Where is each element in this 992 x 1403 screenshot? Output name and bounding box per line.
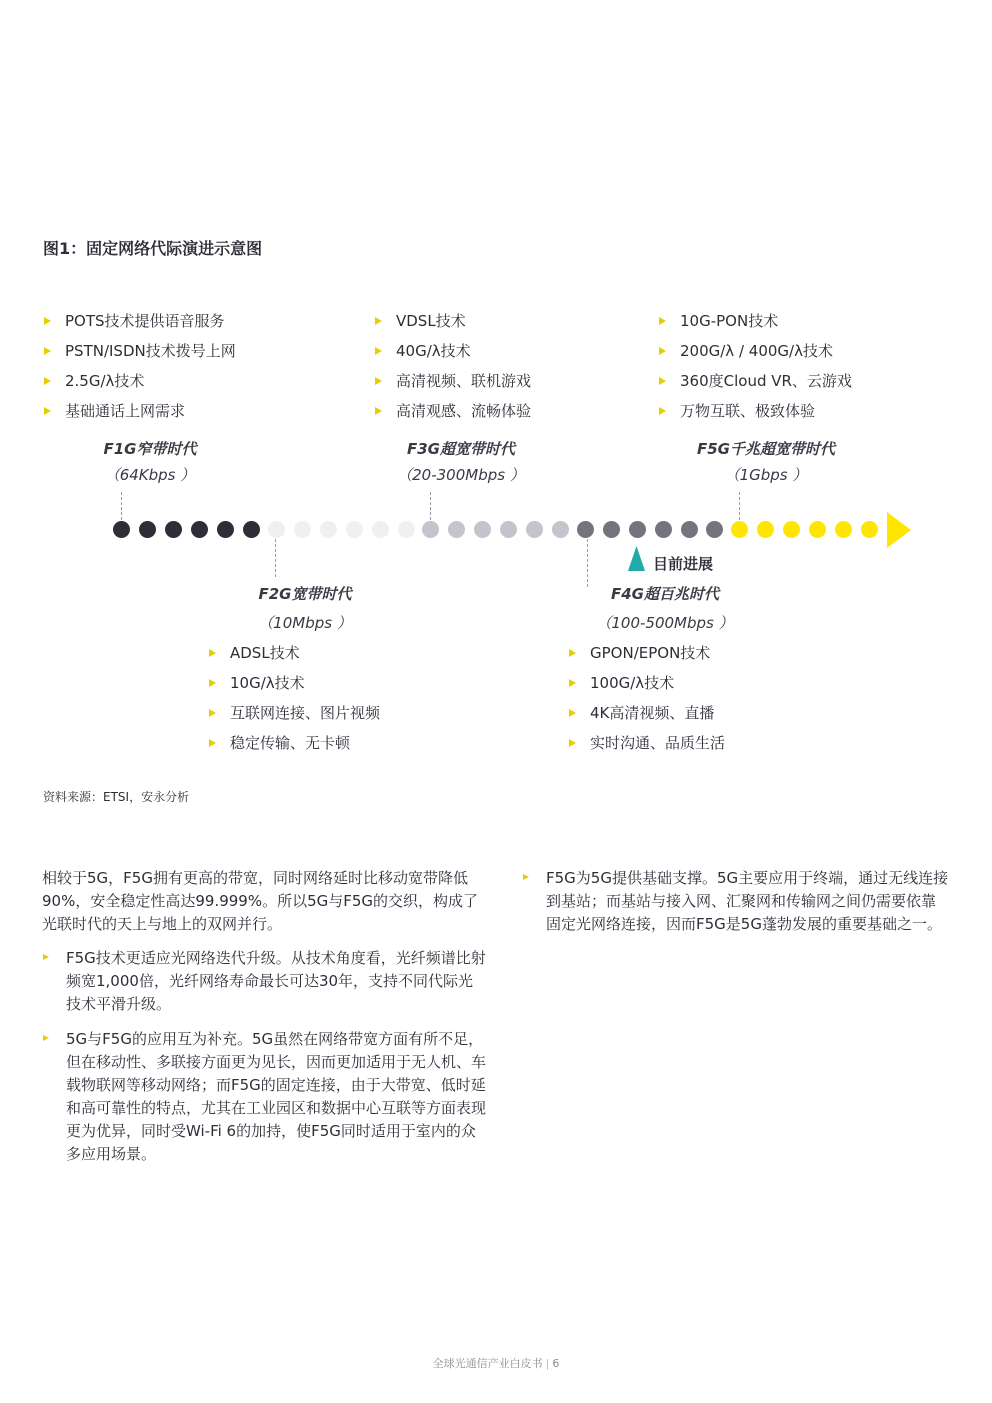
footer-title: 全球光通信产业白皮书 — [432, 1357, 543, 1370]
page-footer: 全球光通信产业白皮书 | 6 — [432, 1357, 560, 1370]
list-item: PSTN/ISDN技术拨号上网 — [44, 340, 236, 370]
era-label-f5g — [654, 438, 878, 485]
bullet-arrow-icon — [44, 317, 51, 325]
bullet-arrow-icon — [523, 874, 529, 880]
timeline-dot — [757, 521, 774, 538]
bullet-arrow-icon — [209, 649, 216, 657]
timeline-dot — [372, 521, 389, 538]
era-speed: （100-500Mbps ） — [596, 614, 734, 632]
bullet-arrow-icon — [569, 709, 576, 717]
timeline-dot — [346, 521, 363, 538]
timeline-dot — [835, 521, 852, 538]
era-label-f1g — [60, 438, 240, 485]
timeline-dot — [422, 521, 439, 538]
bullet-arrow-icon — [209, 739, 216, 747]
era-connector — [739, 492, 740, 520]
timeline-dot — [474, 521, 491, 538]
timeline-dot — [500, 521, 517, 538]
list-item: 200G/λ / 400G/λ技术 — [659, 340, 852, 370]
list-item: 40G/λ技术 — [375, 340, 531, 370]
bullet-arrow-icon — [44, 377, 51, 385]
list-item: 10G-PON技术 — [659, 310, 852, 340]
era-name: F3G超宽带时代 — [407, 440, 515, 458]
era-features-f3g — [375, 310, 531, 430]
list-item: 360度Cloud VR、云游戏 — [659, 370, 852, 400]
timeline-dot — [268, 521, 285, 538]
era-speed: （64Kbps ） — [104, 466, 196, 484]
timeline-dot — [861, 521, 878, 538]
era-speed: （20-300Mbps ） — [397, 466, 525, 484]
timeline-dot — [577, 521, 594, 538]
bullet-arrow-icon — [375, 317, 382, 325]
list-item: 100G/λ技术 — [569, 672, 725, 702]
timeline-dot — [113, 521, 130, 538]
timeline-dot — [552, 521, 569, 538]
body-bullet-text: F5G技术更适应光网络迭代升级。从技术角度看，光纤频谱比射频宽1,000倍，光纤网络寿命最长可达30年，支持不同代际光技术平滑升级。 — [66, 949, 486, 1013]
bullet-arrow-icon — [375, 347, 382, 355]
list-item: 高清视频、联机游戏 — [375, 370, 531, 400]
bullet-arrow-icon — [569, 679, 576, 687]
list-item: 10G/λ技术 — [209, 672, 380, 702]
body-bullet-text: 5G与F5G的应用互为补充。5G虽然在网络带宽方面有所不足，但在移动性、多联接方面更为见长，因而更加适用于无人机、车载物联网等移动网络；而F5G的固定连接，由于大带宽、低时延和高可靠性的特点，尤其在工业园区和数据中心互联等方面表现更为优异，同时受Wi-Fi 6的加持，使F5G同时适用于室内的众多应用场景。 — [66, 1030, 487, 1163]
era-label-f4g — [555, 583, 775, 633]
era-features-f2g — [209, 642, 380, 762]
body-bullet — [43, 947, 490, 1017]
list-item: 基础通话上网需求 — [44, 400, 236, 430]
body-bullet — [523, 867, 950, 962]
timeline-dot — [731, 521, 748, 538]
timeline-dot — [448, 521, 465, 538]
bullet-arrow-icon — [44, 407, 51, 415]
timeline-dot — [294, 521, 311, 538]
timeline-arrow-icon — [887, 512, 911, 548]
timeline-dot — [191, 521, 208, 538]
timeline-dot — [398, 521, 415, 538]
timeline-dot — [217, 521, 234, 538]
figure-source: 资料来源：ETSI，安永分析 — [43, 790, 190, 804]
timeline-dot — [783, 521, 800, 538]
bullet-arrow-icon — [659, 407, 666, 415]
era-features-f5g — [659, 310, 852, 430]
bullet-arrow-icon — [44, 347, 51, 355]
bullet-arrow-icon — [209, 679, 216, 687]
list-item: 高清观感、流畅体验 — [375, 400, 531, 430]
timeline-dot — [320, 521, 337, 538]
timeline-dot — [655, 521, 672, 538]
bullet-arrow-icon — [43, 954, 49, 960]
bullet-arrow-icon — [569, 649, 576, 657]
intro-paragraph: 相较于5G，F5G拥有更高的带宽，同时网络延时比移动宽带降低90%，安全稳定性高达99.999%。所以5G与F5G的交织，构成了光联时代的天上与地上的双网并行。 — [42, 869, 479, 933]
list-item: 2.5G/λ技术 — [44, 370, 236, 400]
timeline-dot — [603, 521, 620, 538]
timeline-dot — [139, 521, 156, 538]
bullet-arrow-icon — [375, 377, 382, 385]
bullet-arrow-icon — [569, 739, 576, 747]
list-item: 万物互联、极致体验 — [659, 400, 852, 430]
bullet-arrow-icon — [43, 1035, 49, 1041]
timeline-dot — [629, 521, 646, 538]
list-item: 稳定传输、无卡顿 — [209, 732, 380, 762]
list-item: 实时沟通、品质生活 — [569, 732, 725, 762]
bullet-arrow-icon — [659, 377, 666, 385]
timeline-dot — [706, 521, 723, 538]
page-number: 6 — [552, 1357, 560, 1370]
bullet-arrow-icon — [375, 407, 382, 415]
timeline-dot — [165, 521, 182, 538]
era-label-f2g — [205, 583, 405, 633]
timeline-dot — [681, 521, 698, 538]
era-connector — [121, 492, 122, 520]
era-name: F2G宽带时代 — [258, 585, 352, 603]
timeline-dot — [243, 521, 260, 538]
bullet-arrow-icon — [209, 709, 216, 717]
era-connector — [430, 492, 431, 520]
body-bullet — [43, 1028, 490, 1168]
era-connector — [587, 539, 588, 587]
figure-title: 图1：固定网络代际演进示意图 — [43, 239, 263, 258]
list-item: POTS技术提供语音服务 — [44, 310, 236, 340]
era-speed: （1Gbps ） — [724, 466, 808, 484]
era-connector — [275, 539, 276, 577]
list-item: GPON/EPON技术 — [569, 642, 725, 672]
timeline-dot — [526, 521, 543, 538]
bullet-arrow-icon — [659, 317, 666, 325]
list-item: 4K高清视频、直播 — [569, 702, 725, 732]
era-name: F1G窄带时代 — [103, 440, 197, 458]
era-features-f4g — [569, 642, 725, 762]
era-features-f1g — [44, 310, 236, 430]
timeline-dot — [809, 521, 826, 538]
body-bullet-text: F5G为5G提供基础支撑。5G主要应用于终端，通过无线连接到基站；而基站与接入网、汇聚网和传输网之间仍需要依靠固定光网络连接，因而F5G是5G蓬勃发展的重要基础之一。 — [546, 869, 949, 933]
bullet-arrow-icon — [659, 347, 666, 355]
list-item: ADSL技术 — [209, 642, 380, 672]
list-item: VDSL技术 — [375, 310, 531, 340]
era-speed: （10Mbps ） — [258, 614, 352, 632]
era-name: F4G超百兆时代 — [611, 585, 719, 603]
current-progress-marker-icon — [628, 546, 645, 571]
list-item: 互联网连接、图片视频 — [209, 702, 380, 732]
era-label-f3g — [361, 438, 561, 485]
current-progress-label: 目前进展 — [653, 555, 714, 573]
era-name: F5G千兆超宽带时代 — [697, 440, 835, 458]
